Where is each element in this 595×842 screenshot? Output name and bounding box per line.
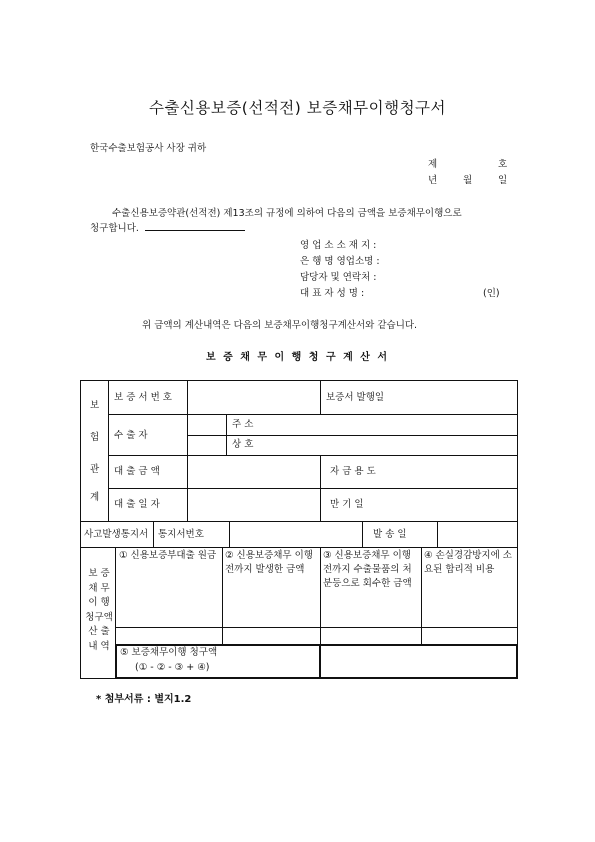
calc-item-2: ② 신용보증채무 이행전까지 발생한 금액 — [225, 550, 313, 575]
calc-item-4: ④ 손실경감방지에 소요된 합리적 비용 — [424, 550, 512, 575]
field-office-location: 영 업 소 소 재 지 : — [300, 240, 377, 251]
side-label-calc-5: 산 출 — [88, 626, 110, 637]
side-label-calc-3: 이 행 — [88, 597, 110, 608]
side-label-heom: 험 — [90, 432, 100, 443]
side-label-calc — [84, 567, 114, 654]
label-fund-use: 자 금 용 도 — [330, 466, 376, 477]
side-label-bo: 보 — [90, 400, 100, 411]
calc-item-3: ③ 신용보증채무 이행전까지 수출물품의 처분등으로 회수한 금액 — [323, 550, 412, 589]
label-loan-amount: 대 출 금 액 — [114, 466, 160, 477]
side-label-calc-2: 채 무 — [88, 582, 110, 594]
date-day-label: 일 — [498, 175, 508, 186]
label-guarantee-date: 보증서 발행일 — [326, 392, 385, 403]
calc-sheet-title: 보 증 채 무 이 행 청 구 계 산 서 — [205, 352, 390, 363]
seal-mark: (인) — [483, 288, 500, 299]
side-label-calc-4: 청구액 — [85, 611, 113, 623]
side-label-calc-1: 보 증 — [88, 568, 110, 579]
paragraph-line2 — [90, 220, 245, 234]
attachment-note: * 첨부서류 : 별지1.2 — [96, 694, 192, 705]
addressee: 한국수출보험공사 사장 귀하 — [90, 143, 207, 154]
label-company: 상 호 — [232, 439, 254, 450]
field-contact: 담당자 및 연락처 : — [300, 272, 377, 283]
side-label-gwan: 관 — [90, 464, 100, 475]
total-formula: (① - ② - ③ + ④) — [135, 662, 210, 673]
side-label-calc-6: 내 역 — [88, 640, 110, 652]
calc-note: 위 금액의 계산내역은 다음의 보증채무이행청구계산서와 같습니다. — [142, 320, 418, 331]
calc-item-1: ① 신용보증부대출 원금 — [119, 550, 217, 561]
side-label-gye: 계 — [90, 492, 100, 503]
paragraph-line2-text: 청구합니다. — [90, 223, 139, 234]
total-label: ⑤ 보증채무이행 청구액 — [120, 647, 218, 658]
label-address: 주 소 — [232, 419, 254, 430]
date-month-label: 월 — [463, 175, 473, 186]
label-maturity: 만 기 일 — [330, 499, 364, 510]
label-loan-date: 대 출 일 자 — [114, 499, 160, 510]
label-notice-no: 통지서번호 — [158, 529, 204, 540]
field-bank-branch: 은 행 명 영업소명 : — [300, 256, 380, 267]
paragraph-line1: 수출신용보증약관(선적전) 제13조의 규정에 의하여 다음의 금액을 보증채무이행으로 — [112, 208, 462, 219]
label-guarantee-no: 보 증 서 번 호 — [114, 392, 172, 403]
doc-no-suffix: 호 — [498, 159, 508, 170]
date-year-label: 년 — [428, 175, 438, 186]
field-representative: 대 표 자 성 명 : — [300, 288, 365, 299]
document-title: 수출신용보증(선적전) 보증채무이행청구서 — [148, 99, 447, 117]
amount-blank[interactable] — [145, 222, 245, 231]
label-exporter: 수 출 자 — [114, 430, 148, 441]
label-sent-date: 발 송 일 — [373, 529, 407, 540]
doc-no-label: 제 — [428, 159, 438, 170]
label-accident-notice: 사고발생통지서 — [84, 529, 149, 540]
